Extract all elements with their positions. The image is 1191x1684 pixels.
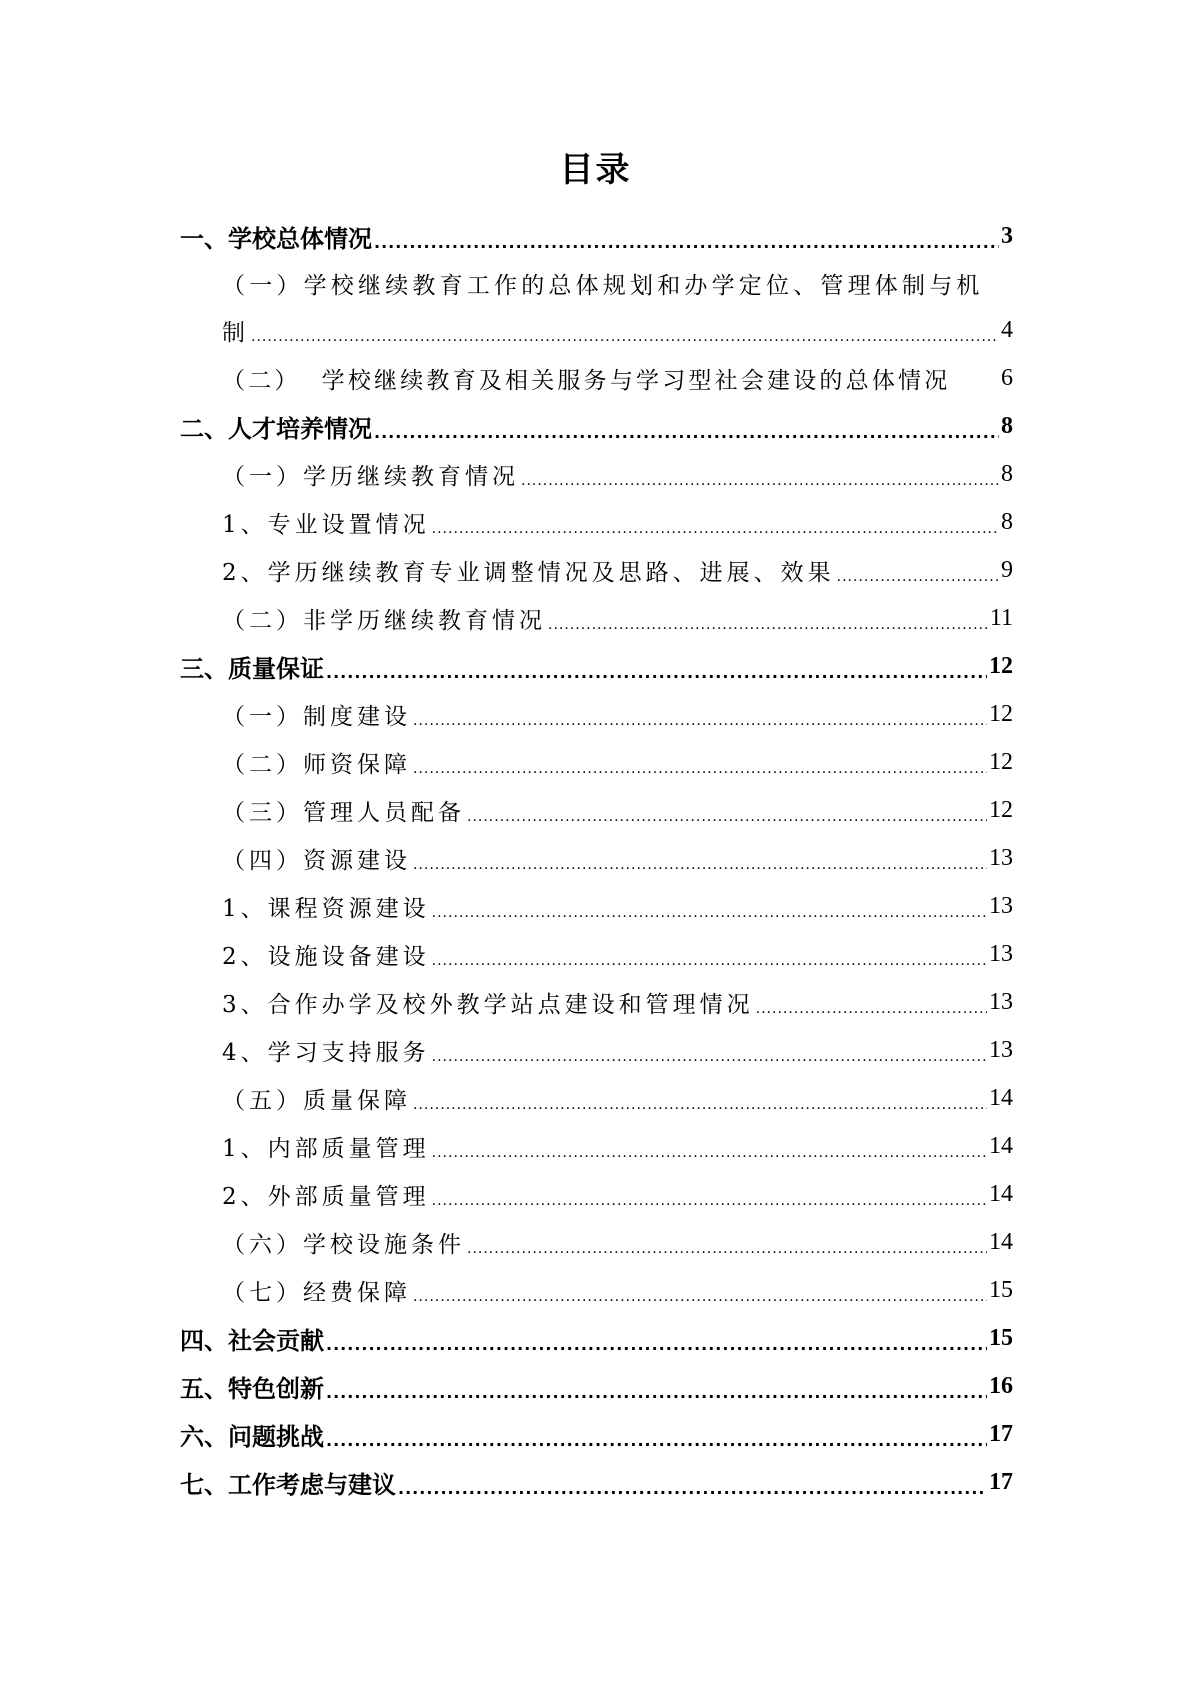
toc-entry[interactable] (0, 1458, 1191, 1506)
toc-entry[interactable] (0, 1410, 1191, 1458)
toc-entry-page: 13 (989, 892, 1013, 919)
toc-entry-label: （二） 学校继续教育及相关服务与学习型社会建设的总体情况 (222, 367, 951, 394)
toc-entry[interactable] (0, 450, 1191, 498)
toc-entry-label: （七）经费保障 (222, 1279, 411, 1306)
toc-entry-label: 1、课程资源建设 (222, 895, 430, 922)
toc-entry[interactable] (0, 1218, 1191, 1266)
toc-entry[interactable] (0, 260, 1191, 306)
toc-entry[interactable] (0, 642, 1191, 690)
toc-entry-label: （二）师资保障 (222, 751, 411, 778)
toc-entry-label: 六、问题挑战 (180, 1422, 324, 1451)
toc-leader (413, 1100, 987, 1122)
page-title: 目录 (559, 150, 632, 190)
toc-leader (548, 620, 988, 642)
toc-entry-page: 8 (1001, 460, 1013, 487)
toc-entry[interactable] (0, 498, 1191, 546)
toc-entry-page: 13 (989, 940, 1013, 967)
toc-entry[interactable] (0, 882, 1191, 930)
toc-entry-label: 二、人才培养情况 (180, 414, 372, 443)
toc-leader (374, 428, 999, 450)
toc-entry-label: （二）非学历继续教育情况 (222, 607, 546, 634)
toc-leader (432, 524, 999, 546)
toc-entry-label: （一）学校继续教育工作的总体规划和办学定位、管理体制与机 (222, 272, 984, 299)
toc-entry-label: 3、合作办学及校外教学站点建设和管理情况 (222, 991, 754, 1018)
toc-leader (467, 1244, 987, 1266)
toc-leader (432, 1148, 987, 1170)
toc-leader (398, 1484, 987, 1506)
toc-entry[interactable] (0, 1362, 1191, 1410)
toc-entry-label: （四）资源建设 (222, 847, 411, 874)
toc-entry-label: 2、设施设备建设 (222, 943, 430, 970)
toc-leader (374, 238, 999, 260)
toc-entry-page: 12 (989, 700, 1013, 727)
toc-leader (326, 668, 987, 690)
toc-entry[interactable] (0, 402, 1191, 450)
toc-entry-label: （六）学校设施条件 (222, 1231, 465, 1258)
toc-entry[interactable] (0, 738, 1191, 786)
toc-leader (432, 956, 987, 978)
toc-entry-page: 15 (989, 1276, 1013, 1303)
toc-entry-page: 9 (1001, 556, 1013, 583)
toc-leader (521, 476, 999, 498)
toc-entry-label: （三）管理人员配备 (222, 799, 465, 826)
toc-leader (413, 860, 987, 882)
toc-entry-label: 2、学历继续教育专业调整情况及思路、进展、效果 (222, 559, 835, 586)
toc-leader (413, 716, 987, 738)
toc-leader (251, 332, 999, 354)
toc-entry-page: 13 (989, 988, 1013, 1015)
toc-entry-page: 13 (989, 1036, 1013, 1063)
toc-entry-page: 14 (989, 1180, 1013, 1207)
toc-entry[interactable] (0, 834, 1191, 882)
toc-entry-page: 15 (989, 1324, 1013, 1351)
toc-entry-page: 14 (989, 1132, 1013, 1159)
toc-entry[interactable] (0, 594, 1191, 642)
toc-entry-page: 3 (1001, 222, 1013, 249)
toc-leader (413, 764, 987, 786)
toc-entry-page: 12 (989, 796, 1013, 823)
toc-entry[interactable] (0, 978, 1191, 1026)
toc-leader (413, 1292, 987, 1314)
toc-leader (467, 812, 987, 834)
toc-entry-label: （一）学历继续教育情况 (222, 463, 519, 490)
toc-leader (432, 908, 987, 930)
toc-entry[interactable] (0, 1122, 1191, 1170)
toc-leader (756, 1004, 987, 1026)
toc-entry-label: 一、学校总体情况 (180, 224, 372, 253)
toc-entry[interactable] (0, 1266, 1191, 1314)
toc-entry[interactable] (0, 546, 1191, 594)
toc-entry-label: 1、专业设置情况 (222, 511, 430, 538)
toc-entry[interactable] (0, 1026, 1191, 1074)
toc-entry-label: 四、社会贡献 (180, 1326, 324, 1355)
toc-entry-page: 14 (989, 1228, 1013, 1255)
toc-entry-page: 12 (989, 748, 1013, 775)
toc-leader (326, 1340, 987, 1362)
toc-entry-page: 14 (989, 1084, 1013, 1111)
toc-leader (326, 1388, 987, 1410)
toc-entry[interactable] (0, 1170, 1191, 1218)
toc-leader (432, 1196, 987, 1218)
toc-entry[interactable] (0, 930, 1191, 978)
toc-entry-label: 五、特色创新 (180, 1374, 324, 1403)
toc-entry-label: 七、工作考虑与建议 (180, 1470, 396, 1499)
toc-entry[interactable] (0, 786, 1191, 834)
toc-entry-page: 8 (1001, 412, 1013, 439)
toc-entry-page: 4 (1001, 316, 1013, 343)
toc-entry-label: 三、质量保证 (180, 654, 324, 683)
toc-entry-page: 17 (989, 1420, 1013, 1447)
toc-entry-label: （一）制度建设 (222, 703, 411, 730)
toc-entry[interactable] (0, 354, 1191, 402)
toc-entry-page: 12 (989, 652, 1013, 679)
toc-entry-page: 16 (989, 1372, 1013, 1399)
toc-leader (326, 1436, 987, 1458)
toc-entry[interactable] (0, 690, 1191, 738)
toc-entry-label: 1、内部质量管理 (222, 1135, 430, 1162)
toc-entry-label: 4、学习支持服务 (222, 1039, 430, 1066)
toc-leader (432, 1052, 987, 1074)
toc-leader (837, 572, 999, 594)
toc-entry-page: 6 (1001, 364, 1013, 391)
toc-entry[interactable] (0, 1314, 1191, 1362)
toc-entry-page: 13 (989, 844, 1013, 871)
table-of-contents (0, 212, 1191, 1506)
toc-entry-label: （五）质量保障 (222, 1087, 411, 1114)
toc-entry-label: 制 (222, 319, 249, 346)
toc-entry-label: 2、外部质量管理 (222, 1183, 430, 1210)
toc-entry[interactable] (0, 1074, 1191, 1122)
toc-entry-page: 17 (989, 1468, 1013, 1495)
toc-entry[interactable] (0, 212, 1191, 260)
toc-entry-page: 8 (1001, 508, 1013, 535)
toc-entry-page: 11 (989, 604, 1013, 631)
toc-entry-continuation[interactable] (0, 306, 1191, 354)
